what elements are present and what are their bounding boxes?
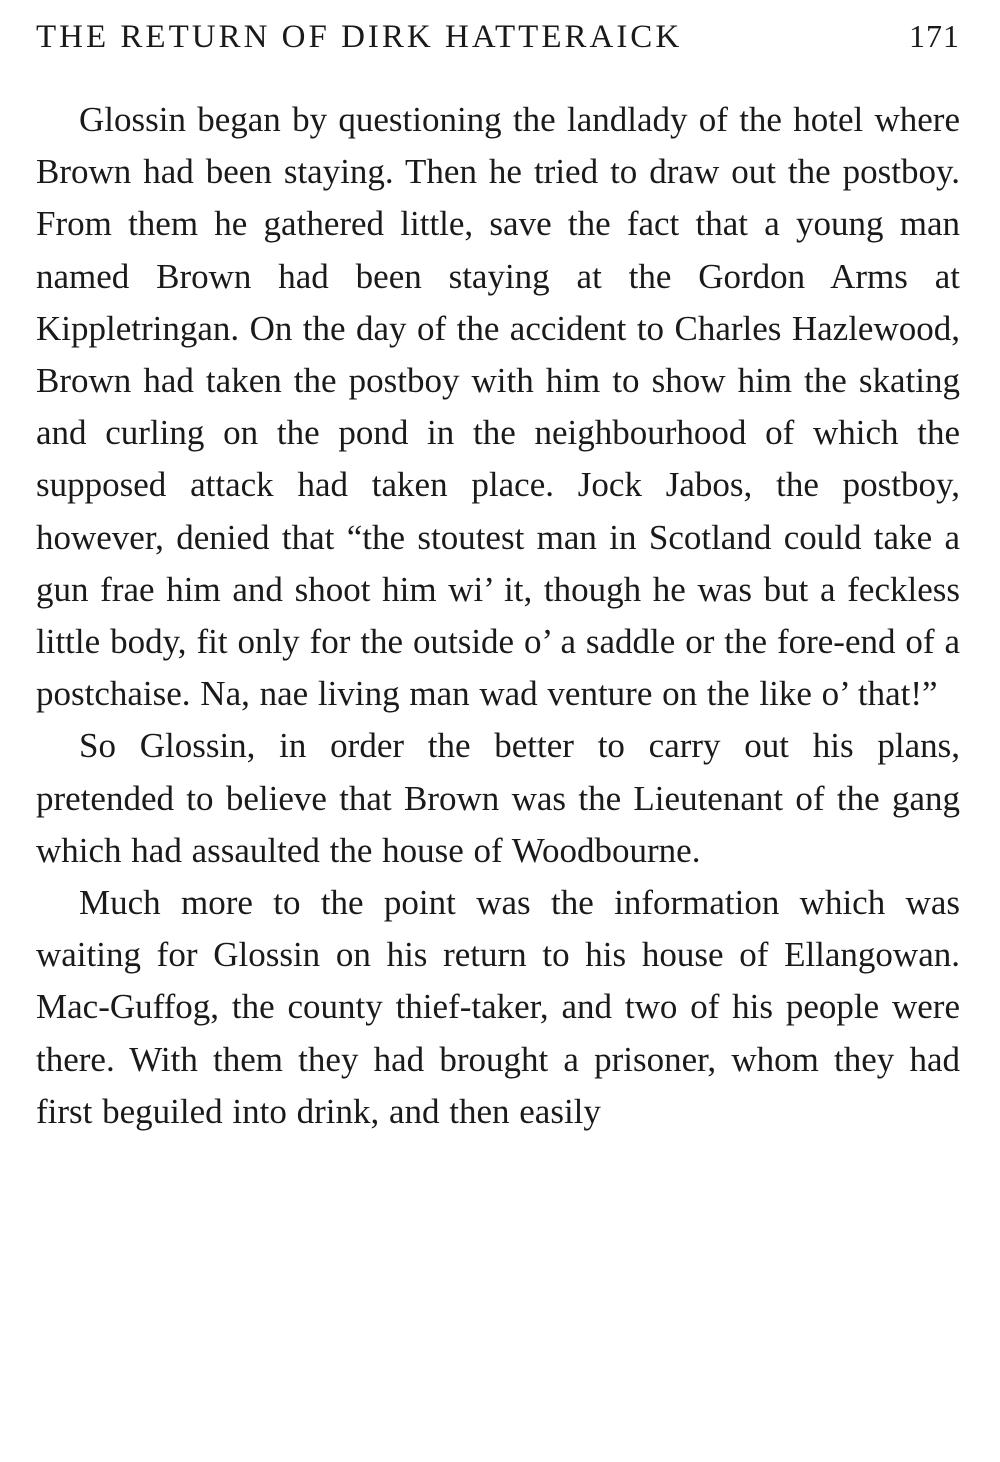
paragraph-3: Much more to the point was the information which was waiting for Glossin on his return to his house of Ellangowan. Mac-Guffog, the county thief-taker, and two of his people were there. With them they had brought a prisoner, whom they had first beguiled into drink, and then easily <box>36 883 960 1131</box>
running-title: THE RETURN OF DIRK HATTERAICK <box>36 19 683 55</box>
page-number: 171 <box>909 18 960 54</box>
body-text <box>36 94 960 1138</box>
book-page <box>36 12 960 1138</box>
paragraph-1: Glossin began by questioning the landlady of the hotel where Brown had been staying. Then he tried to draw out the postboy. From them he gathered little, save the fact that a young man named Brown had been staying at the Gordon Arms at Kippletringan. On the day of the accident to Charles Hazlewood, Brown had taken the postboy with him to show him the skating and curling on the pond in the neighbourhood of which the supposed attack had taken place. Jock Jabos, the postboy, however, denied that “the stoutest man in Scotland could take a gun frae him and shoot him wi’ it, though he was but a feckless little body, fit only for the outside o’ a saddle or the fore-end of a postchaise. Na, nae living man wad venture on the like o’ that!” <box>36 100 960 714</box>
running-header <box>36 12 960 60</box>
paragraph-2: So Glossin, in order the better to carry out his plans, pretended to believe that Brown was the Lieutenant of the gang which had assaulted the house of Woodbourne. <box>36 726 960 870</box>
